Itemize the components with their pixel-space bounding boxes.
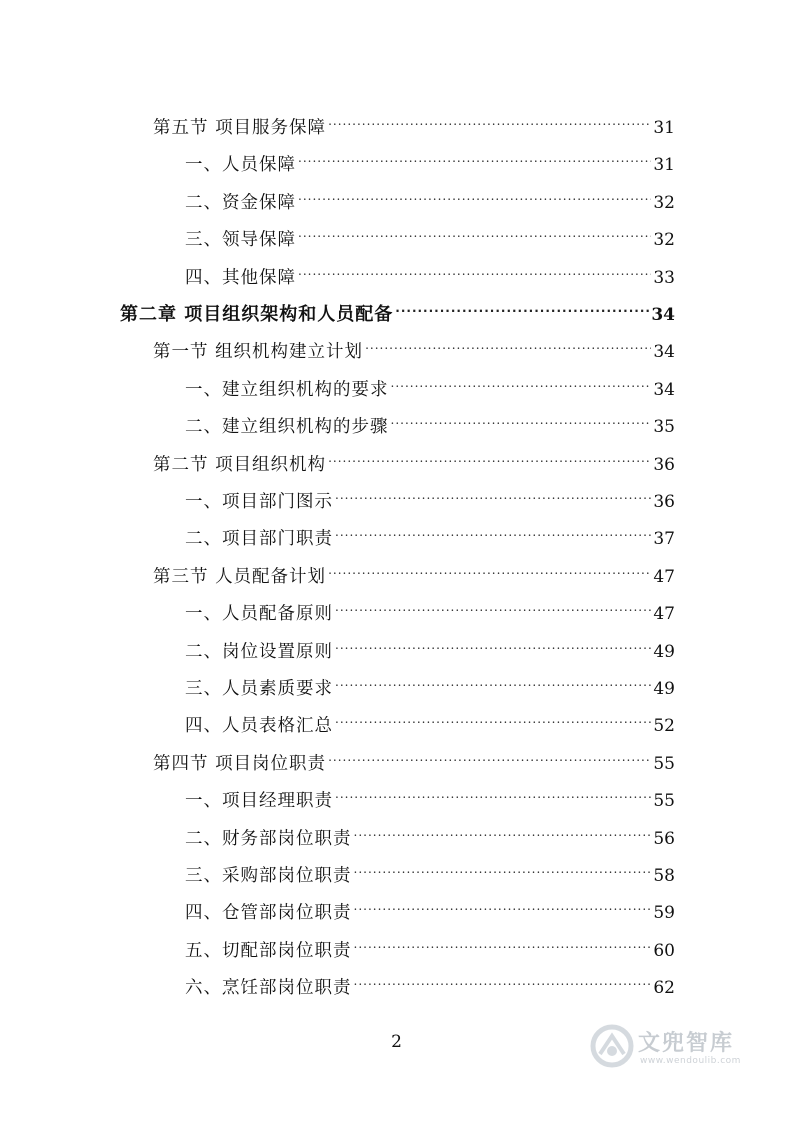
- toc-dot-leader: [354, 965, 652, 993]
- toc-dot-leader: [335, 703, 651, 731]
- toc-dot-leader: [335, 629, 651, 657]
- toc-entry[interactable]: [153, 741, 675, 774]
- toc-dot-leader: [335, 666, 651, 694]
- toc-dot-leader: [328, 105, 651, 133]
- toc-entry-label: 四、人员表格汇总: [185, 716, 333, 737]
- toc-dot-leader: [335, 516, 651, 544]
- toc-entry-label: 二、财务部岗位职责: [185, 828, 352, 849]
- toc-entry[interactable]: [120, 292, 675, 325]
- toc-entry[interactable]: [185, 629, 675, 662]
- toc-entry-page: 34: [651, 305, 675, 325]
- toc-entry[interactable]: [153, 105, 675, 138]
- toc-entry[interactable]: [185, 404, 675, 438]
- toc-entry-label: 四、仓管部岗位职责: [185, 903, 352, 924]
- toc-entry-label: 第一节 组织机构建立计划: [153, 342, 364, 363]
- toc-entry[interactable]: [185, 853, 675, 886]
- toc-entry-page: 47: [653, 566, 675, 587]
- watermark-url: www.wendoulib.com: [640, 1056, 741, 1066]
- toc-dot-leader: [354, 816, 652, 844]
- page-number: 2: [391, 1032, 402, 1052]
- toc-entry-page: 31: [653, 118, 675, 138]
- toc-entry[interactable]: [185, 180, 675, 213]
- toc-entry[interactable]: [185, 142, 675, 176]
- toc-entry-page: 58: [653, 866, 675, 886]
- toc-entry-page: 36: [653, 492, 675, 512]
- toc-dot-leader: [391, 367, 652, 395]
- toc-dot-leader: [298, 142, 651, 170]
- toc-entry[interactable]: [185, 890, 675, 924]
- toc-entry[interactable]: [185, 666, 675, 699]
- watermark-brand: 文兜智库: [638, 1031, 735, 1056]
- toc-entry-page: 32: [653, 230, 675, 251]
- watermark: [590, 1020, 760, 1078]
- toc-dot-leader: [328, 442, 651, 470]
- toc-entry[interactable]: [185, 479, 675, 512]
- wendou-logo-icon: [590, 1024, 634, 1068]
- toc-dot-leader: [354, 928, 652, 956]
- toc-entry-label: 第五节 项目服务保障: [153, 118, 327, 138]
- toc-entry-label: 三、领导保障: [185, 230, 296, 251]
- toc-dot-leader: [328, 741, 651, 769]
- toc-dot-leader: [328, 554, 651, 582]
- toc-entry-label: 五、切配部岗位职责: [185, 940, 352, 961]
- toc-entry-label: 一、人员配备原则: [185, 604, 333, 625]
- toc-entry-label: 二、项目部门职责: [185, 529, 333, 550]
- toc-entry-label: 三、人员素质要求: [185, 679, 333, 699]
- toc-entry-page: 31: [653, 155, 675, 176]
- toc-entry-page: 60: [653, 940, 675, 961]
- toc-entry-page: 56: [653, 828, 675, 849]
- toc-entry-page: 34: [653, 379, 675, 400]
- toc-entry-label: 第三节 人员配备计划: [153, 566, 327, 587]
- toc-entry[interactable]: [185, 778, 675, 812]
- toc-dot-leader: [335, 479, 651, 507]
- toc-entry-page: 33: [653, 267, 675, 288]
- toc-entry[interactable]: [185, 703, 675, 737]
- toc-entry[interactable]: [185, 516, 675, 550]
- toc-dot-leader: [354, 890, 652, 918]
- toc-entry[interactable]: [185, 928, 675, 961]
- toc-entry-page: 37: [653, 529, 675, 550]
- toc-entry-label: 一、项目经理职责: [185, 791, 333, 812]
- toc-entry[interactable]: [153, 329, 675, 363]
- toc-entry-page: 49: [653, 679, 675, 699]
- toc-entry-label: 第二章 项目组织架构和人员配备: [120, 304, 394, 325]
- toc-entry-label: 第四节 项目岗位职责: [153, 753, 327, 774]
- toc-entry-page: 59: [653, 903, 675, 924]
- toc-entry-page: 49: [653, 641, 675, 662]
- toc-entry-page: 62: [653, 978, 675, 999]
- toc-entry-label: 六、烹饪部岗位职责: [185, 978, 352, 999]
- toc-dot-leader: [298, 217, 651, 245]
- toc-entry-label: 第二节 项目组织机构: [153, 454, 327, 475]
- toc-entry-label: 四、其他保障: [185, 267, 296, 288]
- toc-dot-leader: [391, 404, 652, 432]
- toc-entry-page: 35: [653, 417, 675, 438]
- toc-entry-page: 55: [653, 753, 675, 774]
- toc-dot-leader: [365, 329, 651, 357]
- toc-dot-leader: [395, 292, 649, 320]
- toc-entry[interactable]: [185, 591, 675, 625]
- toc-entry-label: 一、项目部门图示: [185, 492, 333, 512]
- toc-dot-leader: [335, 591, 651, 619]
- toc-entry-label: 二、岗位设置原则: [185, 641, 333, 662]
- toc-dot-leader: [335, 778, 651, 806]
- toc-dot-leader: [354, 853, 652, 881]
- toc-entry[interactable]: [185, 255, 675, 288]
- toc-entry[interactable]: [185, 816, 675, 849]
- toc-entry-label: 三、采购部岗位职责: [185, 866, 352, 886]
- toc-entry[interactable]: [153, 554, 675, 587]
- toc-entry-page: 52: [653, 716, 675, 737]
- toc-entry-label: 一、人员保障: [185, 155, 296, 176]
- toc-dot-leader: [298, 180, 651, 208]
- toc-entry-page: 32: [653, 192, 675, 213]
- toc-entry-label: 一、建立组织机构的要求: [185, 379, 389, 400]
- toc-entry[interactable]: [185, 217, 675, 251]
- toc-entry-page: 36: [653, 454, 675, 475]
- toc-entry-label: 二、资金保障: [185, 192, 296, 213]
- toc-entry[interactable]: [153, 442, 675, 475]
- toc-dot-leader: [298, 255, 651, 283]
- toc-entry-page: 55: [653, 791, 675, 812]
- toc-entry-page: 47: [653, 604, 675, 625]
- toc-entry-label: 二、建立组织机构的步骤: [185, 417, 389, 438]
- toc-entry[interactable]: [185, 965, 675, 999]
- toc-entry[interactable]: [185, 367, 675, 400]
- toc-entry-page: 34: [653, 342, 675, 363]
